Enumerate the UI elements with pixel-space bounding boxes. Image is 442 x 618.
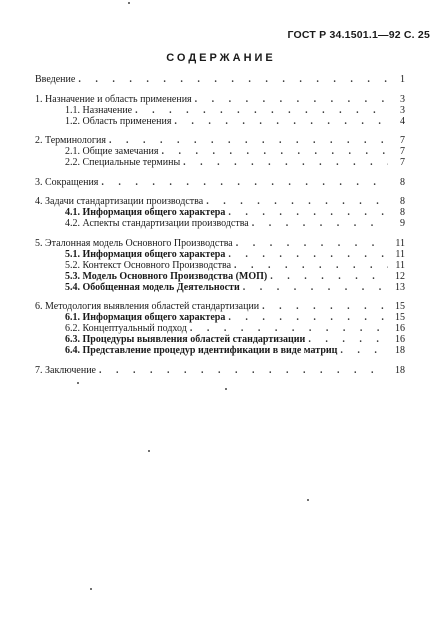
toc-entry-page: 16 bbox=[395, 323, 405, 334]
toc-entry-label: 6.3. Процедуры выявления областей стандартизации bbox=[65, 334, 306, 345]
toc-entry-label: 4.1. Информация общего характера bbox=[65, 207, 226, 218]
toc-leader-dots bbox=[308, 334, 388, 345]
toc-entry-label: 2. Терминология bbox=[35, 135, 106, 146]
toc-leader-dots bbox=[135, 105, 388, 116]
toc-entry-label: 6.1. Информация общего характера bbox=[65, 312, 226, 323]
toc-entry-page: 11 bbox=[395, 259, 405, 271]
toc-entry bbox=[35, 323, 405, 334]
toc-entry bbox=[35, 207, 405, 218]
toc-entry bbox=[35, 94, 405, 105]
toc-entry-page: 15 bbox=[395, 301, 405, 312]
toc-leader-dots bbox=[109, 135, 388, 146]
page-header: ГОСТ Р 34.1501.1—92 С. 25 bbox=[287, 29, 430, 41]
toc-entry-page: 3 bbox=[400, 104, 405, 116]
toc-entry-page: 8 bbox=[400, 176, 405, 188]
toc-entry-label: 1.1. Назначение bbox=[65, 104, 133, 116]
toc-entry-label: 5. Эталонная модель Основного Производства bbox=[35, 237, 233, 249]
toc-entry-label: 2.1. Общие замечания bbox=[65, 146, 159, 157]
toc-leader-dots bbox=[206, 196, 388, 207]
toc-entry-label: 5.2. Контекст Основного Производства bbox=[65, 259, 232, 271]
toc-leader-dots bbox=[101, 177, 388, 188]
toc-entry-page: 1 bbox=[400, 74, 405, 85]
toc-entry-label: 1.2. Область применения bbox=[65, 115, 172, 127]
toc-leader-dots bbox=[243, 282, 388, 293]
toc-entry-label: 4.2. Аспекты стандартизации производства bbox=[65, 218, 249, 229]
toc-leader-dots bbox=[78, 74, 388, 85]
toc-leader-dots bbox=[195, 94, 388, 105]
toc-entry bbox=[35, 146, 405, 157]
toc-leader-dots bbox=[270, 271, 388, 282]
toc-entry-page: 8 bbox=[400, 196, 405, 207]
toc-entry bbox=[35, 116, 405, 127]
scan-speck bbox=[225, 388, 227, 390]
toc-entry bbox=[35, 196, 405, 207]
table-of-contents bbox=[35, 74, 405, 376]
scan-speck bbox=[307, 499, 309, 501]
toc-leader-dots bbox=[161, 146, 388, 157]
toc-leader-dots bbox=[228, 312, 388, 323]
toc-entry bbox=[35, 135, 405, 146]
scan-speck bbox=[77, 382, 79, 384]
toc-entry-page: 3 bbox=[400, 93, 405, 105]
toc-entry bbox=[35, 301, 405, 312]
toc-leader-dots bbox=[262, 301, 388, 312]
toc-entry-label: 5.4. Обобщенная модель Деятельности bbox=[65, 281, 240, 293]
toc-leader-dots bbox=[174, 116, 388, 127]
toc-entry-page: 7 bbox=[400, 146, 405, 157]
toc-entry bbox=[35, 345, 405, 356]
toc-entry-label: 1. Назначение и область применения bbox=[35, 93, 192, 105]
toc-entry-page: 13 bbox=[395, 281, 405, 293]
toc-entry bbox=[35, 238, 405, 249]
toc-entry-page: 16 bbox=[395, 334, 405, 345]
toc-entry bbox=[35, 282, 405, 293]
toc-leader-dots bbox=[236, 238, 388, 249]
toc-entry-label: 6.2. Концептуальный подход bbox=[65, 323, 187, 334]
toc-entry bbox=[35, 74, 405, 85]
toc-entry bbox=[35, 260, 405, 271]
toc-leader-dots bbox=[228, 249, 388, 260]
toc-leader-dots bbox=[234, 260, 388, 271]
toc-entry-label: 5.3. Модель Основного Производства (МОП) bbox=[65, 270, 268, 282]
toc-entry-page: 9 bbox=[400, 218, 405, 229]
toc-entry bbox=[35, 334, 405, 345]
toc-entry-label: 2.2. Специальные термины bbox=[65, 157, 181, 168]
toc-leader-dots bbox=[340, 345, 388, 356]
toc-entry-page: 4 bbox=[400, 115, 405, 127]
toc-entry bbox=[35, 218, 405, 229]
toc-entry bbox=[35, 312, 405, 323]
toc-leader-dots bbox=[183, 157, 388, 168]
toc-entry bbox=[35, 249, 405, 260]
toc-entry-label: 3. Сокращения bbox=[35, 176, 99, 188]
scan-speck bbox=[148, 450, 150, 452]
toc-entry bbox=[35, 177, 405, 188]
toc-entry-label: 7. Заключение bbox=[35, 364, 96, 376]
page-title: СОДЕРЖАНИЕ bbox=[166, 52, 276, 64]
toc-leader-dots bbox=[252, 218, 388, 229]
toc-entry-page: 12 bbox=[395, 270, 405, 282]
toc-entry-label: Введение bbox=[35, 74, 76, 85]
scan-speck bbox=[128, 2, 130, 4]
toc-entry-label: 5.1. Информация общего характера bbox=[65, 248, 226, 260]
toc-entry bbox=[35, 157, 405, 168]
toc-entry bbox=[35, 271, 405, 282]
toc-entry-page: 11 bbox=[395, 237, 405, 249]
toc-entry-page: 15 bbox=[395, 312, 405, 323]
toc-entry-label: 6.4. Представление процедур идентификации в виде матриц bbox=[65, 345, 338, 356]
scan-speck bbox=[90, 588, 92, 590]
toc-entry bbox=[35, 365, 405, 376]
toc-leader-dots bbox=[228, 207, 388, 218]
toc-entry-page: 7 bbox=[400, 157, 405, 168]
toc-entry-page: 18 bbox=[395, 345, 405, 356]
toc-entry-label: 4. Задачи стандартизации производства bbox=[35, 196, 204, 207]
toc-entry-page: 7 bbox=[400, 135, 405, 146]
toc-entry-page: 18 bbox=[395, 364, 405, 376]
toc-entry-label: 6. Методология выявления областей стандартизации bbox=[35, 301, 260, 312]
toc-entry-page: 8 bbox=[400, 207, 405, 218]
toc-entry bbox=[35, 105, 405, 116]
toc-leader-dots bbox=[99, 365, 388, 376]
toc-leader-dots bbox=[190, 323, 388, 334]
toc-entry-page: 11 bbox=[395, 248, 405, 260]
